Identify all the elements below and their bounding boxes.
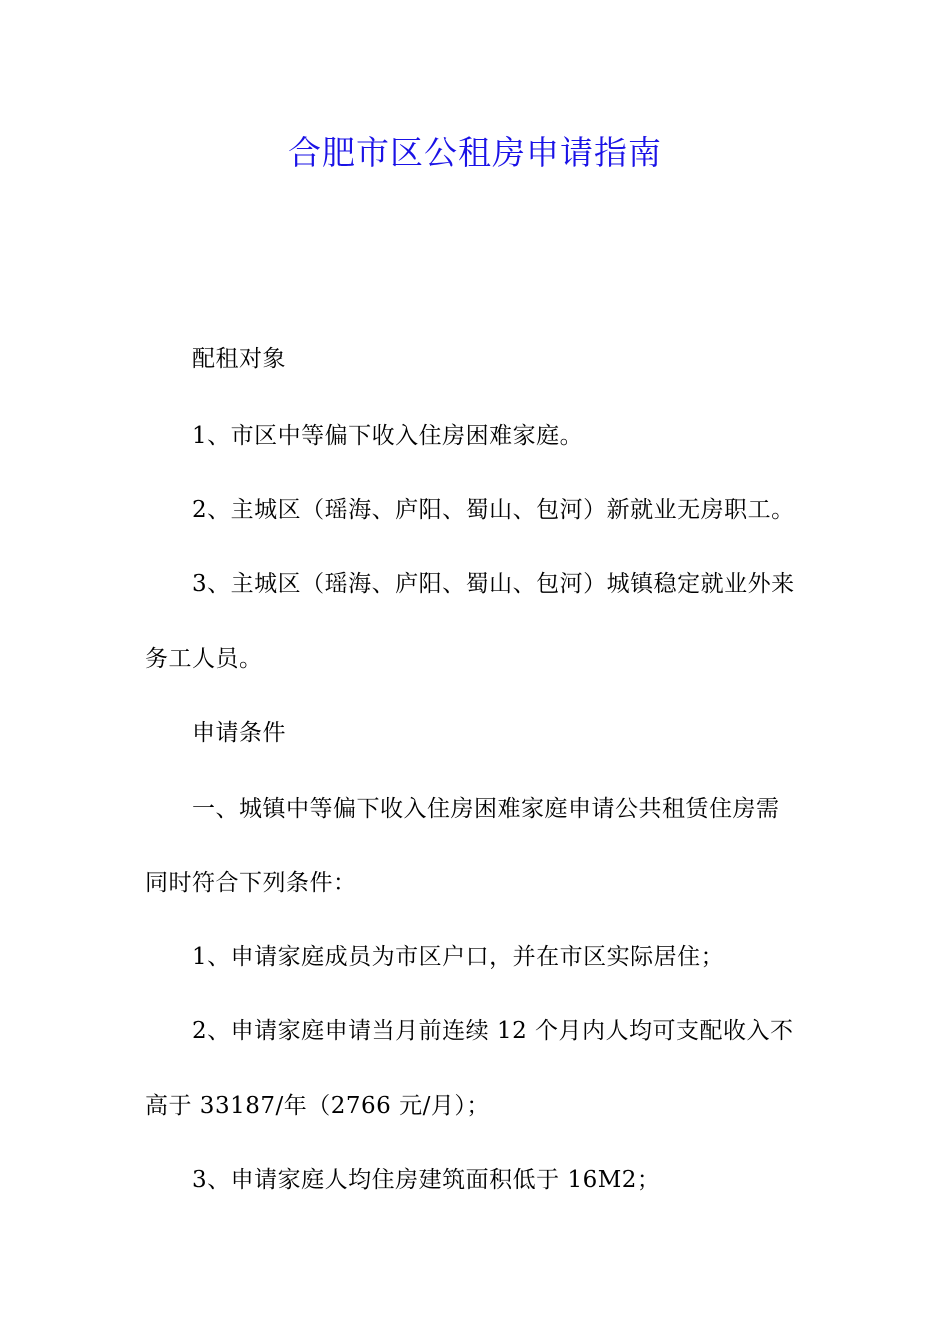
paragraph-line: 1、市区中等偏下收入住房困难家庭。 bbox=[192, 423, 584, 449]
paragraph-line: 同时符合下列条件： bbox=[145, 870, 357, 896]
paragraph-line: 务工人员。 bbox=[145, 646, 263, 672]
paragraph-line: 2、申请家庭申请当月前连续 12 个月内人均可支配收入不 bbox=[192, 1018, 794, 1044]
paragraph-line: 2、主城区（瑶海、庐阳、蜀山、包河）新就业无房职工。 bbox=[192, 497, 795, 523]
section-heading-conditions: 申请条件 bbox=[192, 720, 286, 746]
section-heading-eligible-tenants: 配租对象 bbox=[192, 346, 286, 372]
paragraph-line: 3、申请家庭人均住房建筑面积低于 16M2； bbox=[192, 1167, 661, 1193]
paragraph-line: 高于 33187/年（2766 元/月）； bbox=[145, 1093, 490, 1119]
paragraph-line: 一、城镇中等偏下收入住房困难家庭申请公共租赁住房需 bbox=[192, 796, 780, 822]
paragraph-line: 3、主城区（瑶海、庐阳、蜀山、包河）城镇稳定就业外来 bbox=[192, 571, 795, 597]
document-title: 合肥市区公租房申请指南 bbox=[288, 133, 662, 172]
paragraph-line: 1、申请家庭成员为市区户口，并在市区实际居住； bbox=[192, 944, 725, 970]
